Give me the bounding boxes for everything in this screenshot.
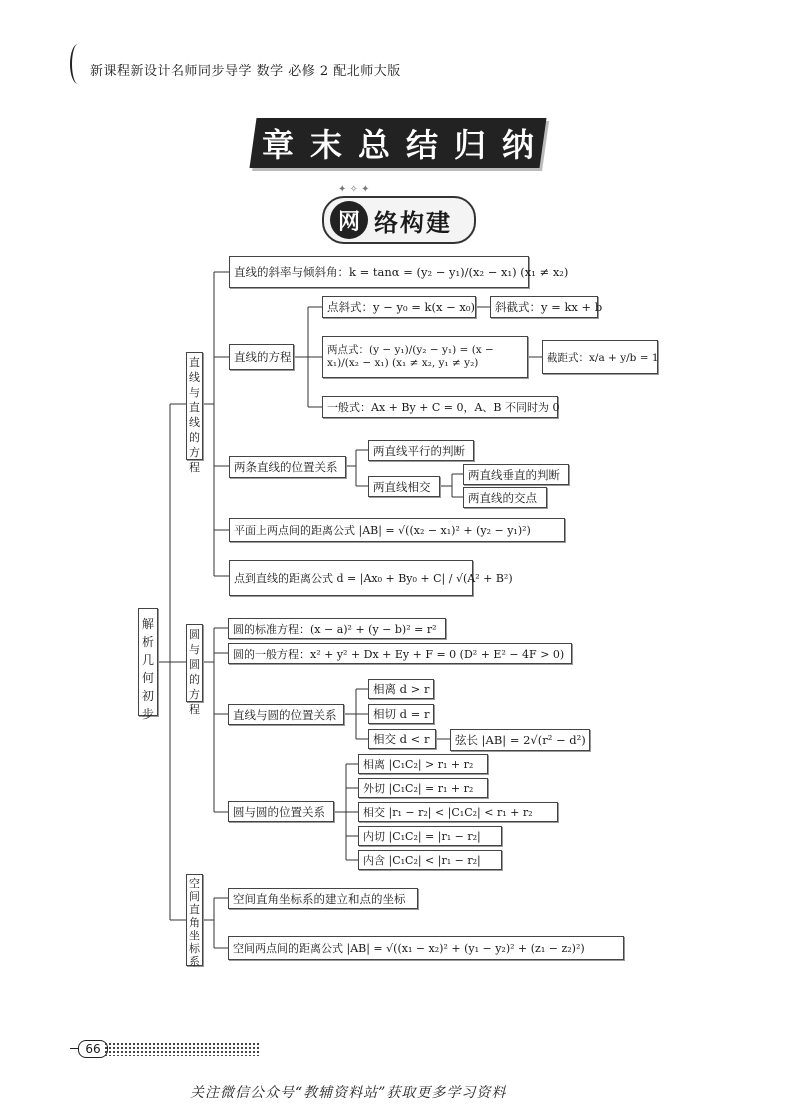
page-number: 66 — [78, 1040, 108, 1058]
intersect-node: 两直线相交 — [368, 476, 440, 497]
parallel-node: 两直线平行的判断 — [368, 440, 474, 461]
section-lines: 直线与直线的方程 — [186, 352, 203, 460]
section-circles: 圆与圆的方程 — [186, 624, 203, 702]
cc-intersect-node: 相交 |r₁ − r₂| < |C₁C₂| < r₁ + r₂ — [358, 802, 558, 822]
lc-separate-node: 相离 d > r — [368, 679, 434, 699]
line-circle-node: 直线与圆的位置关系 — [228, 704, 344, 725]
intercept-node: 截距式：x/a + y/b = 1 — [542, 340, 658, 374]
cc-int-tangent-node: 内切 |C₁C₂| = |r₁ − r₂| — [358, 826, 502, 846]
title-char: 结 — [393, 118, 450, 168]
bottom-note: 关注微信公众号“教辅资料站”获取更多学习资料 — [190, 1085, 507, 1101]
point-slope-node: 点斜式：y − y₀ = k(x − x₀) — [322, 296, 476, 318]
badge-first-char: 网 — [330, 201, 368, 239]
cc-ext-tangent-node: 外切 |C₁C₂| = r₁ + r₂ — [358, 778, 488, 798]
perpendicular-node: 两直线垂直的判断 — [463, 464, 569, 485]
title-char: 纳 — [489, 118, 546, 168]
general-form-node: 一般式：Ax + By + C = 0，A、B 不同时为 0 — [322, 396, 558, 418]
title-char: 末 — [297, 118, 354, 168]
circle-standard-node: 圆的标准方程：(x − a)² + (y − b)² = r² — [228, 618, 446, 639]
circle-circle-node: 圆与圆的位置关系 — [228, 801, 334, 822]
slope-node: 直线的斜率与倾斜角：k = tanα = (y₂ − y₁)/(x₂ − x₁) (x₁ ≠ x₂) — [229, 256, 529, 288]
space-coords-node: 空间直角坐标系的建立和点的坐标 — [228, 888, 418, 909]
title-char: 归 — [441, 118, 498, 168]
space-distance-node: 空间两点间的距离公式 |AB| = √((x₁ − x₂)² + (y₁ − y₂)² + (z₁ − z₂)²) — [228, 936, 624, 960]
two-lines-position-node: 两条直线的位置关系 — [229, 456, 346, 478]
badge-title: 络构建 — [374, 207, 452, 237]
line-equation-node: 直线的方程 — [229, 344, 294, 370]
cc-contain-node: 内含 |C₁C₂| < |r₁ − r₂| — [358, 850, 502, 870]
running-header: 新课程新设计名师同步导学 数学 必修 2 配北师大版 — [90, 64, 401, 79]
sparkle-icon: ✦ ✧ ✦ — [338, 184, 370, 195]
root-node: 解析几何初步 — [138, 608, 158, 716]
section-space: 空间直角坐标系 — [186, 874, 203, 966]
two-point-node: 两点式：(y − y₁)/(y₂ − y₁) = (x − x₁)/(x₂ − x₁) (x₁ ≠ x₂, y₁ ≠ y₂) — [322, 336, 528, 378]
footer-rule — [70, 1048, 78, 1049]
title-char: 总 — [345, 118, 402, 168]
footer-dot-pattern — [104, 1042, 259, 1056]
slope-intercept-node: 斜截式：y = kx + b — [490, 296, 598, 318]
intersection-point-node: 两直线的交点 — [463, 487, 547, 508]
distance-two-points-node: 平面上两点间的距离公式 |AB| = √((x₂ − x₁)² + (y₂ − y₁)²) — [229, 518, 565, 542]
point-line-distance-node: 点到直线的距离公式 d = |Ax₀ + By₀ + C| / √(A² + B²) — [229, 560, 473, 596]
title-char: 章 — [249, 118, 306, 168]
lc-intersect-node: 相交 d < r — [368, 729, 436, 749]
cc-separate-node: 相离 |C₁C₂| > r₁ + r₂ — [358, 754, 488, 774]
lc-tangent-node: 相切 d = r — [368, 704, 434, 724]
chord-length-node: 弦长 |AB| = 2√(r² − d²) — [450, 729, 590, 751]
circle-general-node: 圆的一般方程：x² + y² + Dx + Ey + F = 0 (D² + E² − 4F > 0) — [228, 643, 572, 664]
